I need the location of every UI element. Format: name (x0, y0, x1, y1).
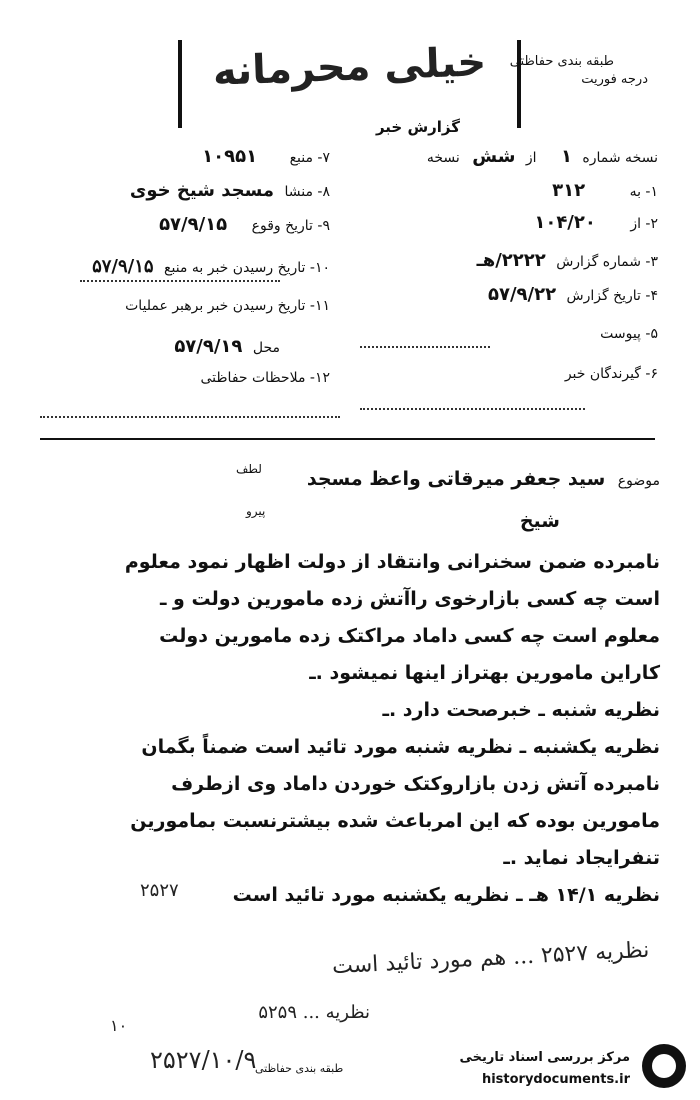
handwritten-note-1: نظریه ۲۵۲۷ ... هم مورد تائید است (332, 937, 651, 980)
subject-line-2: شیخ (519, 510, 560, 532)
handwritten-note-2: نظریه ... ۵۲۵۹ (258, 1002, 370, 1023)
recipients-dots (360, 408, 585, 410)
from-field: ۲- از ۱۰۴/۲۰ (534, 212, 658, 233)
to-field: ۱- به ۳۱۲ (552, 180, 658, 201)
subject-extra-1: لطف (236, 462, 262, 476)
handwritten-side: ۱۰ (110, 1016, 128, 1035)
received-by-source-field: ۱۰- تاریخ رسیدن خبر به منبع ۵۷/۹/۱۵ (92, 256, 330, 277)
body-line: نظریه شنبه ـ خبرصحت دارد .ـ (382, 699, 660, 721)
subject-value: سید جعفر میرقاتی واعظ مسجد (306, 468, 606, 490)
classification-stamp (178, 40, 521, 128)
report-title: گزارش خبر (375, 118, 460, 136)
body-line: نظریه یکشنبه ـ نظریه شنبه مورد تائید است ضمناً بگمان (141, 736, 660, 758)
handwritten-date: ۲۵۲۷/۱۰/۹ (150, 1046, 257, 1074)
body-line: است چه کسی بازارخوی راآتش زده مامورین دولت و ـ (159, 588, 660, 610)
classification-label: طبقه بندی حفاظتی (509, 54, 614, 69)
source-field: ۷- منبع ۱۰۹۵۱ (202, 146, 330, 167)
location-field: محل ۵۷/۹/۱۹ (174, 336, 280, 357)
received-dots (80, 280, 280, 282)
footer-classification-stamp: طبقه بندی حفاظتی (255, 1062, 344, 1075)
body-line: نظریه ۱۴/۱ هـ ـ نظریه یکشنبه مورد تائید است (232, 884, 660, 906)
attachment-field: ۵- پیوست (600, 326, 658, 342)
body-line: مامورین بوده که این امرباعث شده بیشترنسبت بمامورین (130, 810, 660, 832)
security-notes-field: ۱۲- ملاحظات حفاظتی (200, 370, 330, 386)
report-date-field: ۴- تاریخ گزارش ۵۷/۹/۲۲ (487, 284, 658, 305)
received-by-operations-field: ۱۱- تاریخ رسیدن خبر برهبر عملیات (125, 298, 330, 314)
watermark-url: historydocuments.ir (481, 1072, 630, 1087)
recipients-field: ۶- گیرندگان خبر (564, 366, 658, 382)
report-body (60, 544, 660, 914)
stamp-top-secret: خیلی محرمانه (212, 39, 487, 95)
copy-number-field: نسخه شماره ۱ از شش نسخه (426, 146, 658, 167)
subject-line (307, 468, 660, 490)
body-line: نامبرده ضمن سخنرانی وانتقاد از دولت اظهار نمود معلوم (124, 551, 660, 573)
subject-extra-2: پیرو (246, 504, 266, 518)
body-line: معلوم است چه کسی داماد مراکتک زده مامورین دولت (159, 625, 660, 647)
report-number-field: ۳- شماره گزارش ۲۲۲۲/هـ (476, 250, 658, 271)
header-divider (40, 438, 655, 440)
notes-dots (40, 416, 340, 418)
watermark-logo-icon (642, 1044, 686, 1088)
body-line: کاراین مامورین بهتراز اینها نمیشود .ـ (309, 662, 660, 684)
handwritten-number: ۲۵۲۷ (140, 880, 179, 901)
urgency-label: درجه فوریت (581, 72, 648, 87)
body-line: نامبرده آتش زدن بازاروکتک خوردن داماد وی ازطرف (171, 773, 660, 795)
attachment-dots (360, 346, 490, 348)
subject-label: موضوع (617, 473, 660, 489)
body-line: تنفرایجاد نماید .ـ (503, 847, 660, 869)
origin-field: ۸- منشا مسجد شیخ خوی (129, 180, 330, 201)
watermark-text: مرکز بررسی اسناد تاریخی (459, 1050, 630, 1065)
occurrence-date-field: ۹- تاریخ وقوع ۵۷/۹/۱۵ (159, 214, 330, 235)
